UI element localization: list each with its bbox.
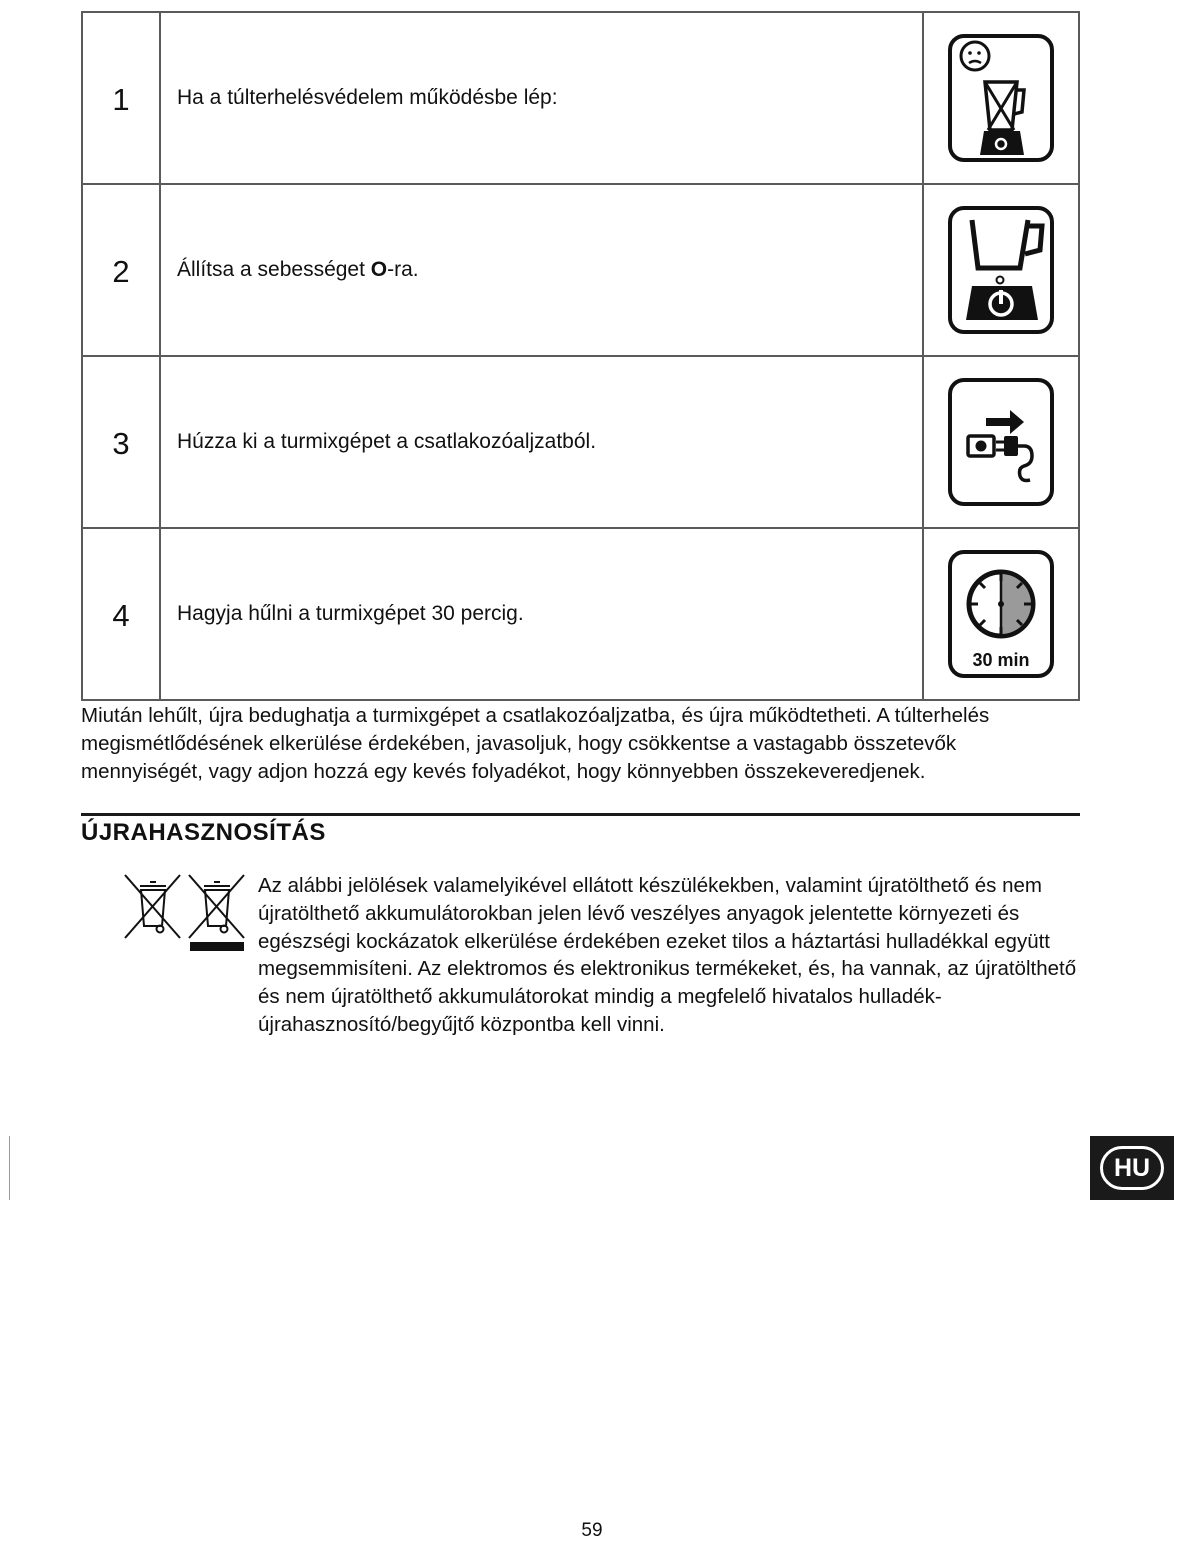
timer-label: 30 min bbox=[972, 650, 1030, 670]
step-row bbox=[82, 528, 1079, 700]
step-number: 1 bbox=[82, 12, 160, 184]
recycling-text: Az alábbi jelölések valamelyikével ellátott készülékekben, valamint újratölthető és nem újratölthető akkumulátorokban jelen lévő veszélyes anyagok jelentette környezeti és egészségi kockázatok elkerülése érdekében ezeket tilos a háztartási hulladékkal együtt megsemmisíteni. Az elektromos és elektronikus termékeket, és, ha vannak, az újratölthető és nem újratölthető akkumulátorokat mindig a megfelelő hivatalos hulladék-újrahasznosító/begyűjtő központba kell vinni. bbox=[258, 874, 1077, 1036]
step-text-after: -ra. bbox=[387, 258, 419, 281]
step-number: 2 bbox=[82, 184, 160, 356]
cooldown-paragraph: Miután lehűlt, újra bedughatja a turmixgépet a csatlakozóaljzatba, és újra működtetheti. A túlterhelés megismétlődésének elkerülése érdekében, javasoljuk, hogy csökkentse a vastagabb összetevők mennyiségét, vagy adjon hozzá egy kevés folyadékot, hogy könnyebben összekeveredjenek. bbox=[81, 704, 990, 783]
step-number: 4 bbox=[82, 528, 160, 700]
speed-zero-label: O bbox=[370, 258, 388, 281]
step-text: Hagyja hűlni a turmixgépet 30 percig. bbox=[160, 528, 923, 700]
section-divider bbox=[81, 813, 1080, 816]
step-row bbox=[82, 12, 1079, 184]
section-heading: ÚJRAHASZNOSÍTÁS bbox=[81, 819, 326, 846]
timer-icon bbox=[948, 550, 1054, 678]
steps-table bbox=[81, 11, 1080, 701]
overloaded-blender-icon bbox=[948, 34, 1054, 162]
page-number: 59 bbox=[581, 1520, 603, 1541]
step-row bbox=[82, 356, 1079, 528]
language-badge bbox=[1090, 1136, 1174, 1200]
unplug-icon bbox=[948, 378, 1054, 506]
margin-mark bbox=[9, 1136, 10, 1200]
step-text: Húzza ki a turmixgépet a csatlakozóaljzatból. bbox=[160, 356, 923, 528]
step-row bbox=[82, 184, 1079, 356]
step-text-before: Állítsa a sebességet bbox=[177, 258, 371, 281]
weee-bin-icon bbox=[122, 872, 248, 954]
blender-off-icon bbox=[948, 206, 1054, 334]
step-text bbox=[160, 184, 923, 356]
language-code: HU bbox=[1100, 1146, 1164, 1190]
step-number: 3 bbox=[82, 356, 160, 528]
step-text: Ha a túlterhelésvédelem működésbe lép: bbox=[160, 12, 923, 184]
